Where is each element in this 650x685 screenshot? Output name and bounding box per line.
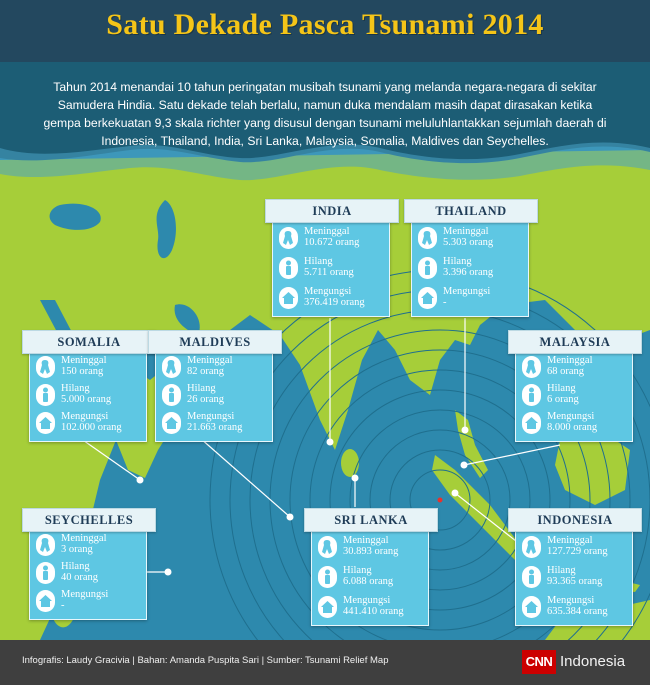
missing-value: 26 orang bbox=[187, 394, 225, 405]
card-title: SOMALIA bbox=[22, 330, 156, 354]
cnn-logo-sub: Indonesia bbox=[560, 653, 626, 670]
died-value: 68 orang bbox=[547, 366, 585, 377]
house-icon bbox=[522, 412, 541, 434]
displaced-value: 635.384 orang bbox=[547, 606, 608, 617]
body-outline-icon bbox=[36, 534, 55, 556]
died-value: 3 orang bbox=[61, 544, 93, 555]
died-value: 10.672 orang bbox=[304, 237, 360, 248]
missing-label: Hilang bbox=[443, 256, 472, 267]
page-title: Satu Dekade Pasca Tsunami 2014 bbox=[106, 8, 544, 41]
person-icon bbox=[279, 257, 298, 279]
sri-lanka-card bbox=[311, 513, 429, 626]
card-title: INDIA bbox=[265, 199, 399, 223]
missing-value: 5.000 orang bbox=[61, 394, 112, 405]
body-outline-icon bbox=[522, 536, 541, 558]
house-icon bbox=[36, 590, 55, 612]
displaced-label: Mengungsi bbox=[61, 589, 109, 600]
person-icon bbox=[522, 384, 541, 406]
missing-value: 6.088 orang bbox=[343, 576, 394, 587]
died-label: Meninggal bbox=[61, 355, 107, 366]
person-icon bbox=[162, 384, 181, 406]
displaced-value: 21.663 orang bbox=[187, 422, 243, 433]
body-outline-icon bbox=[318, 536, 337, 558]
body-outline-icon bbox=[279, 227, 298, 249]
died-label: Meninggal bbox=[304, 226, 350, 237]
missing-value: 5.711 orang bbox=[304, 267, 354, 278]
house-icon bbox=[418, 287, 437, 309]
displaced-label: Mengungsi bbox=[61, 411, 109, 422]
house-icon bbox=[162, 412, 181, 434]
missing-value: 93.365 orang bbox=[547, 576, 603, 587]
person-icon bbox=[522, 566, 541, 588]
missing-value: 3.396 orang bbox=[443, 267, 494, 278]
displaced-value: - bbox=[443, 297, 447, 308]
card-title: THAILAND bbox=[404, 199, 538, 223]
missing-label: Hilang bbox=[61, 561, 90, 572]
missing-label: Hilang bbox=[547, 565, 576, 576]
card-title: SRI LANKA bbox=[304, 508, 438, 532]
displaced-label: Mengungsi bbox=[547, 411, 595, 422]
intro-paragraph: Tahun 2014 menandai 10 tahun peringatan musibah tsunami yang melanda negara-negara di sekitar Samudera Hindia. Satu dekade telah berlalu, namun duka mendalam masih dapat dirasakan ketika gempa berkekuatan 9,3 skala richter yang disusul dengan tsunami meluluhlantakkan sejumlah daerah di Indonesia, Thailand, India, Sri Lanka, Malaysia, Somalia, Maldives dan Seychelles. bbox=[43, 80, 607, 148]
seychelles-card bbox=[29, 513, 147, 620]
card-title: INDONESIA bbox=[508, 508, 642, 532]
missing-label: Hilang bbox=[343, 565, 372, 576]
sri-lanka-land bbox=[341, 449, 359, 477]
india-card bbox=[272, 204, 390, 317]
credits-text: Infografis: Laudy Gracivia | Bahan: Amanda Puspita Sari | Sumber: Tsunami Relief Map bbox=[22, 655, 389, 666]
displaced-value: 441.410 orang bbox=[343, 606, 404, 617]
displaced-value: 376.419 orang bbox=[304, 297, 365, 308]
card-title: MALDIVES bbox=[148, 330, 282, 354]
died-value: 5.303 orang bbox=[443, 237, 494, 248]
displaced-label: Mengungsi bbox=[547, 595, 595, 606]
displaced-value: 102.000 orang bbox=[61, 422, 122, 433]
died-value: 30.893 orang bbox=[343, 546, 399, 557]
displaced-value: - bbox=[61, 600, 65, 611]
missing-label: Hilang bbox=[547, 383, 576, 394]
died-label: Meninggal bbox=[547, 355, 593, 366]
epicenter-marker bbox=[438, 498, 443, 503]
house-icon bbox=[522, 596, 541, 618]
house-icon bbox=[318, 596, 337, 618]
died-label: Meninggal bbox=[343, 535, 389, 546]
card-title: SEYCHELLES bbox=[22, 508, 156, 532]
footer-bar bbox=[0, 640, 650, 685]
died-label: Meninggal bbox=[547, 535, 593, 546]
died-value: 82 orang bbox=[187, 366, 225, 377]
person-icon bbox=[36, 562, 55, 584]
thailand-card bbox=[411, 204, 529, 317]
card-title: MALAYSIA bbox=[508, 330, 642, 354]
missing-label: Hilang bbox=[61, 383, 90, 394]
died-label: Meninggal bbox=[187, 355, 233, 366]
person-icon bbox=[36, 384, 55, 406]
died-value: 150 orang bbox=[61, 366, 104, 377]
indonesia-card bbox=[515, 513, 633, 626]
died-label: Meninggal bbox=[61, 533, 107, 544]
body-outline-icon bbox=[522, 356, 541, 378]
displaced-label: Mengungsi bbox=[187, 411, 235, 422]
malaysia-card bbox=[515, 335, 633, 442]
displaced-label: Mengungsi bbox=[343, 595, 391, 606]
displaced-label: Mengungsi bbox=[304, 286, 352, 297]
person-icon bbox=[318, 566, 337, 588]
missing-label: Hilang bbox=[187, 383, 216, 394]
displaced-label: Mengungsi bbox=[443, 286, 491, 297]
died-value: 127.729 orang bbox=[547, 546, 608, 557]
house-icon bbox=[36, 412, 55, 434]
cnn-logo: CNN bbox=[522, 650, 556, 674]
house-icon bbox=[279, 287, 298, 309]
displaced-value: 8.000 orang bbox=[547, 422, 598, 433]
maldives-card bbox=[155, 335, 273, 442]
body-outline-icon bbox=[36, 356, 55, 378]
person-icon bbox=[418, 257, 437, 279]
body-outline-icon bbox=[418, 227, 437, 249]
body-outline-icon bbox=[162, 356, 181, 378]
died-label: Meninggal bbox=[443, 226, 489, 237]
missing-label: Hilang bbox=[304, 256, 333, 267]
missing-value: 6 orang bbox=[547, 394, 579, 405]
somalia-card bbox=[29, 335, 147, 442]
missing-value: 40 orang bbox=[61, 572, 99, 583]
